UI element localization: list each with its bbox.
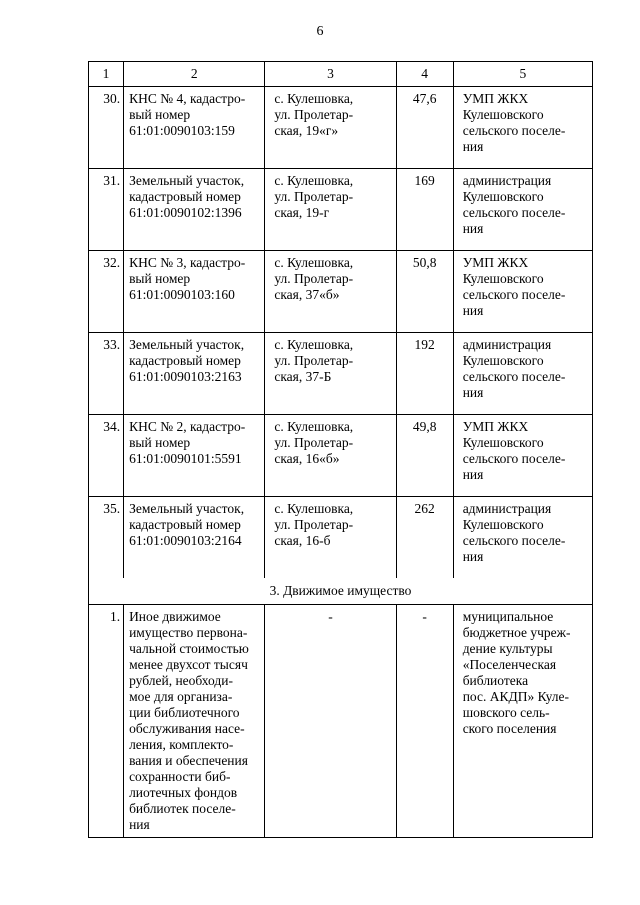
cell-line: с. Кулешовка,: [274, 419, 354, 434]
column-header-2: 2: [124, 62, 265, 87]
cell-line: администрация: [462, 173, 552, 188]
row-number-cell: 30.: [89, 87, 124, 169]
cell-line: мое для организа-: [129, 689, 233, 704]
cell-line: Кулешовского: [462, 435, 544, 450]
cell-line: ления, комплекто-: [129, 737, 234, 752]
cell-line: Кулешовского: [462, 189, 544, 204]
table-row: [89, 87, 593, 169]
cell-line: библиотека: [462, 673, 529, 688]
cell-line: 61:01:0090103:160: [129, 287, 235, 302]
cell-line: Земельный участок,: [129, 173, 245, 188]
cell-line: чальной стоимостью: [129, 641, 249, 656]
cell-line: шовского сель-: [462, 705, 550, 720]
area-value-cell: 192: [396, 333, 453, 415]
holder-cell: [453, 87, 592, 169]
cell-line: сельского поселе-: [462, 451, 566, 466]
cell-line: 61:01:0090103:159: [129, 123, 235, 138]
cell-line: 61:01:0090101:5591: [129, 451, 242, 466]
area-value-cell: -: [396, 605, 453, 838]
cell-line: ул. Пролетар-: [274, 435, 354, 450]
cell-line: ния: [462, 221, 484, 236]
area-value-cell: 262: [396, 497, 453, 579]
cell-line: КНС № 4, кадастро-: [129, 91, 246, 106]
cell-line: 61:01:0090102:1396: [129, 205, 242, 220]
cell-line: ния: [129, 817, 150, 832]
cell-line: ская, 37«б»: [274, 287, 340, 302]
cell-line: дение культуры: [462, 641, 553, 656]
cell-line: ул. Пролетар-: [274, 189, 354, 204]
object-name-cell: [124, 333, 265, 415]
holder-cell: [453, 251, 592, 333]
cell-line: пос. АКДП» Куле-: [462, 689, 569, 704]
cell-line: 61:01:0090103:2163: [129, 369, 242, 384]
cell-line: сохранности биб-: [129, 769, 231, 784]
cell-line: муниципальное: [462, 609, 554, 624]
cell-line: ния: [462, 385, 484, 400]
area-value-cell: 50,8: [396, 251, 453, 333]
cell-line: «Поселенческая: [462, 657, 557, 672]
cell-line: вый номер: [129, 107, 191, 122]
cell-line: ская, 19«г»: [274, 123, 339, 138]
cell-line: ская, 16-б: [274, 533, 331, 548]
column-header-5: 5: [453, 62, 592, 87]
cell-line: администрация: [462, 337, 552, 352]
cell-line: ции библиотечного: [129, 705, 240, 720]
cell-line: УМП ЖКХ: [462, 255, 529, 270]
cell-line: Иное движимое: [129, 609, 221, 624]
cell-line: УМП ЖКХ: [462, 91, 529, 106]
cell-line: ская, 19-г: [274, 205, 330, 220]
area-value-cell: 47,6: [396, 87, 453, 169]
holder-cell: [453, 415, 592, 497]
cell-line: Кулешовского: [462, 271, 544, 286]
address-cell: [265, 251, 396, 333]
cell-line: ского поселения: [462, 721, 557, 736]
cell-line: лиотечных фондов: [129, 785, 238, 800]
cell-line: КНС № 3, кадастро-: [129, 255, 246, 270]
column-header-4: 4: [396, 62, 453, 87]
address-cell: [265, 415, 396, 497]
cell-line: ул. Пролетар-: [274, 271, 354, 286]
object-name-cell: [124, 251, 265, 333]
table-row: [89, 333, 593, 415]
row-number-cell: 33.: [89, 333, 124, 415]
cell-line: с. Кулешовка,: [274, 91, 354, 106]
address-cell: -: [265, 605, 396, 838]
area-value-cell: 169: [396, 169, 453, 251]
row-number-cell: 31.: [89, 169, 124, 251]
cell-line: вания и обеспечения: [129, 753, 248, 768]
section-header-row: [89, 578, 593, 605]
cell-line: ния: [462, 139, 484, 154]
cell-line: ния: [462, 549, 484, 564]
cell-line: рублей, необходи-: [129, 673, 233, 688]
cell-line: ул. Пролетар-: [274, 517, 354, 532]
cell-line: Кулешовского: [462, 517, 544, 532]
table-row: [89, 169, 593, 251]
cell-line: с. Кулешовка,: [274, 173, 354, 188]
cell-line: ния: [462, 303, 484, 318]
cell-line: сельского поселе-: [462, 123, 566, 138]
object-name-cell: [124, 87, 265, 169]
cell-line: ул. Пролетар-: [274, 107, 354, 122]
cell-line: обслуживания насе-: [129, 721, 245, 736]
address-cell: [265, 87, 396, 169]
table-row: [89, 251, 593, 333]
cell-line: КНС № 2, кадастро-: [129, 419, 246, 434]
cell-line: сельского поселе-: [462, 369, 566, 384]
cell-line: менее двухсот тысяч: [129, 657, 248, 672]
row-number-cell: 34.: [89, 415, 124, 497]
cell-line: сельского поселе-: [462, 287, 566, 302]
row-number-cell: 32.: [89, 251, 124, 333]
object-name-cell: [124, 605, 265, 838]
cell-line: с. Кулешовка,: [274, 255, 354, 270]
property-registry-table: [88, 61, 593, 838]
address-cell: [265, 333, 396, 415]
holder-cell: [453, 169, 592, 251]
cell-line: сельского поселе-: [462, 533, 566, 548]
cell-line: 61:01:0090103:2164: [129, 533, 242, 548]
cell-line: ул. Пролетар-: [274, 353, 354, 368]
table-row: [89, 605, 593, 838]
row-number-cell: 35.: [89, 497, 124, 579]
holder-cell: [453, 605, 592, 838]
column-header-3: 3: [265, 62, 396, 87]
column-header-1: 1: [89, 62, 124, 87]
cell-line: сельского поселе-: [462, 205, 566, 220]
cell-line: ния: [462, 467, 484, 482]
cell-line: Земельный участок,: [129, 337, 245, 352]
holder-cell: [453, 333, 592, 415]
cell-line: имущество первона-: [129, 625, 248, 640]
table-row: [89, 415, 593, 497]
cell-line: кадастровый номер: [129, 517, 241, 532]
object-name-cell: [124, 169, 265, 251]
cell-line: Кулешовского: [462, 107, 544, 122]
cell-line: Кулешовского: [462, 353, 544, 368]
cell-line: администрация: [462, 501, 552, 516]
cell-line: ская, 16«б»: [274, 451, 340, 466]
object-name-cell: [124, 497, 265, 579]
address-cell: [265, 497, 396, 579]
page-number: 6: [316, 24, 324, 39]
area-value-cell: 49,8: [396, 415, 453, 497]
cell-line: с. Кулешовка,: [274, 337, 354, 352]
cell-line: кадастровый номер: [129, 353, 241, 368]
column-number-header-row: [89, 62, 593, 87]
cell-line: с. Кулешовка,: [274, 501, 354, 516]
section-title: 3. Движимое имущество: [89, 578, 593, 605]
row-number-cell: 1.: [89, 605, 124, 838]
cell-line: Земельный участок,: [129, 501, 245, 516]
cell-line: вый номер: [129, 435, 191, 450]
cell-line: ская, 37-Б: [274, 369, 332, 384]
cell-line: УМП ЖКХ: [462, 419, 529, 434]
cell-line: кадастровый номер: [129, 189, 241, 204]
holder-cell: [453, 497, 592, 579]
address-cell: [265, 169, 396, 251]
table-row: [89, 497, 593, 579]
object-name-cell: [124, 415, 265, 497]
cell-line: бюджетное учреж-: [462, 625, 571, 640]
cell-line: библиотек поселе-: [129, 801, 236, 816]
cell-line: вый номер: [129, 271, 191, 286]
